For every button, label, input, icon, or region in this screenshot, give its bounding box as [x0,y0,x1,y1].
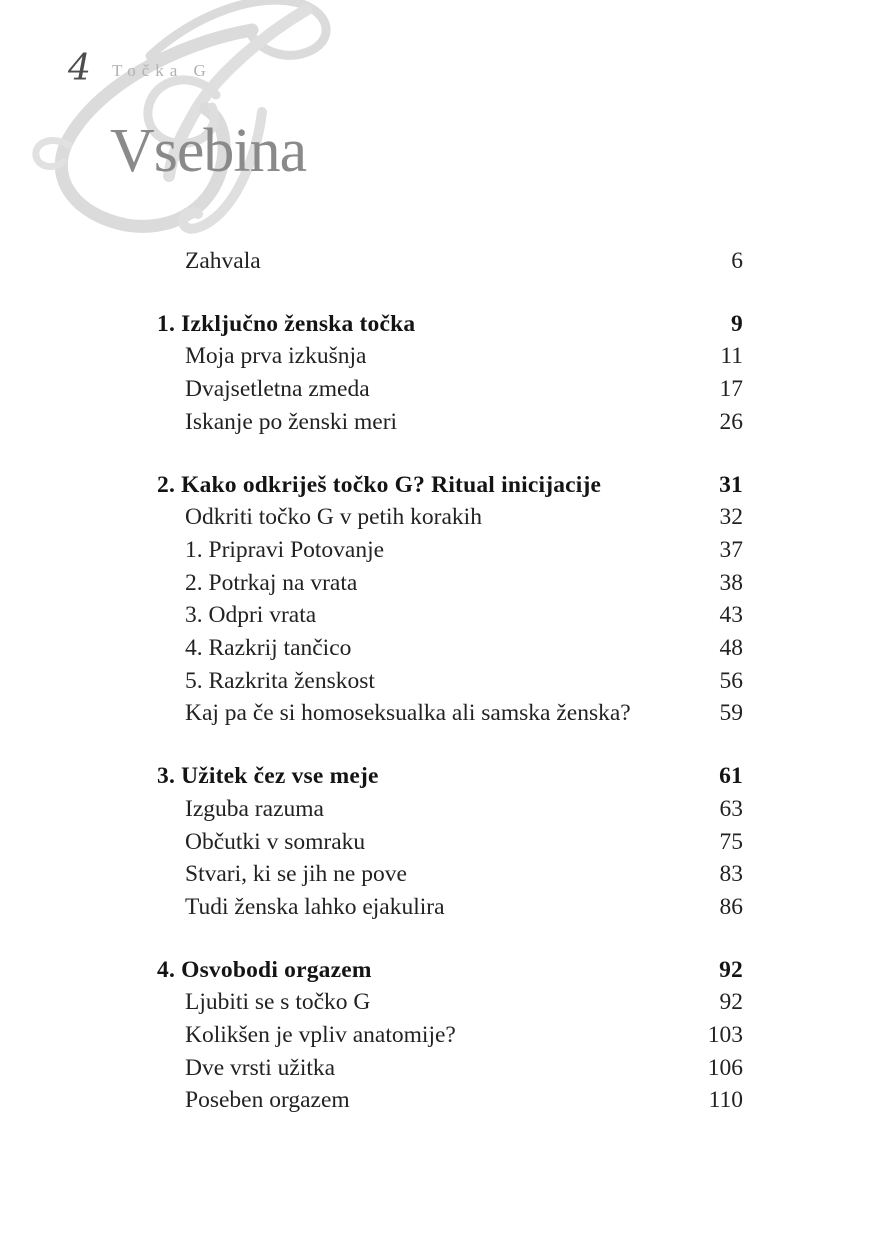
toc-entry [157,1019,743,1052]
toc-entry-label: Občutki v somraku [185,828,366,855]
toc-entry-label: 5. Razkrita ženskost [185,667,375,694]
toc-entry-page-number: 61 [719,763,743,790]
toc-entry-label: Poseben orgazem [185,1087,350,1114]
folio-page-number: 4 [68,48,91,89]
toc-entry-label: Kolikšen je vpliv anatomije? [185,1022,456,1049]
toc-entry-page-number: 75 [719,828,743,855]
toc-entry-label: Odkriti točko G v petih korakih [185,504,482,531]
toc-entry-page-number: 106 [707,1054,743,1081]
toc-entry [157,986,743,1019]
toc-entry [157,632,743,665]
toc-group [157,469,743,731]
toc-entry-label: Stvari, ki se jih ne pove [185,861,407,888]
toc-entry-label: 4. Osvobodi orgazem [157,956,372,983]
page-header [0,0,879,100]
toc-entry [157,406,743,439]
toc-entry-label: Tudi ženska lahko ejakulira [185,893,445,920]
toc-group [157,954,743,1118]
toc-entry-page-number: 37 [719,536,743,563]
toc-entry-page-number: 38 [719,569,743,596]
toc [157,245,743,1117]
toc-entry [157,826,743,859]
toc-entry [157,340,743,373]
toc-entry-label: 4. Razkrij tančico [185,635,352,662]
toc-entry-label: Dve vrsti užitka [185,1054,336,1081]
toc-entry-page-number: 92 [719,989,743,1016]
toc-entry-page-number: 31 [719,471,743,498]
toc-group [157,760,743,924]
toc-entry-page-number: 110 [708,1087,743,1114]
toc-entry-page-number: 26 [719,408,743,435]
toc-entry [157,891,743,924]
toc-entry [157,665,743,698]
toc-entry [157,501,743,534]
toc-entry [157,245,743,278]
toc-entry-label: 2. Kako odkriješ točko G? Ritual inicijacije [157,471,602,498]
toc-entry [157,1084,743,1117]
toc-entry-label: Kaj pa če si homoseksualka ali samska ženska? [185,700,631,727]
toc-entry [157,858,743,891]
toc-entry-page-number: 103 [707,1022,743,1049]
toc-chapter-entry [157,469,743,502]
toc-entry [157,567,743,600]
toc-entry-page-number: 43 [719,602,743,629]
toc-entry-page-number: 11 [720,343,743,370]
toc-entry [157,1052,743,1085]
toc-entry-page-number: 9 [731,310,743,337]
toc-entry-page-number: 92 [719,956,743,983]
toc-group [157,308,743,439]
toc-entry-label: Moja prva izkušnja [185,343,367,370]
toc-entry [157,697,743,730]
toc-entry [157,373,743,406]
toc-entry-label: Izguba razuma [185,795,324,822]
toc-entry-page-number: 83 [719,861,743,888]
toc-entry-label: 3. Užitek čez vse meje [157,763,379,790]
running-title: Točka G [112,61,212,80]
toc-entry-page-number: 32 [719,504,743,531]
toc-entry-page-number: 56 [719,667,743,694]
toc-entry-label: 1. Pripravi Potovanje [185,536,385,563]
toc-chapter-entry [157,760,743,793]
toc-entry-label: Zahvala [185,248,261,274]
toc-entry-label: Ljubiti se s točko G [185,989,371,1016]
toc-entry-label: Dvajsetletna zmeda [185,376,370,403]
toc-entry-label: 1. Izključno ženska točka [157,310,416,337]
toc-group [157,245,743,278]
toc-entry [157,534,743,567]
toc-entry-page-number: 86 [719,893,743,920]
toc-entry-page-number: 17 [719,376,743,403]
toc-entry-page-number: 59 [719,700,743,727]
toc-entry-page-number: 63 [719,795,743,822]
toc-entry-page-number: 6 [731,248,743,274]
toc-entry [157,599,743,632]
page-title: Vsebina [110,117,307,185]
toc-entry-label: Iskanje po ženski meri [185,408,398,435]
toc-entry [157,793,743,826]
toc-entry-label: 3. Odpri vrata [185,602,317,629]
toc-chapter-entry [157,308,743,341]
toc-chapter-entry [157,954,743,987]
toc-entry-page-number: 48 [719,635,743,662]
toc-entry-label: 2. Potrkaj na vrata [185,569,358,596]
